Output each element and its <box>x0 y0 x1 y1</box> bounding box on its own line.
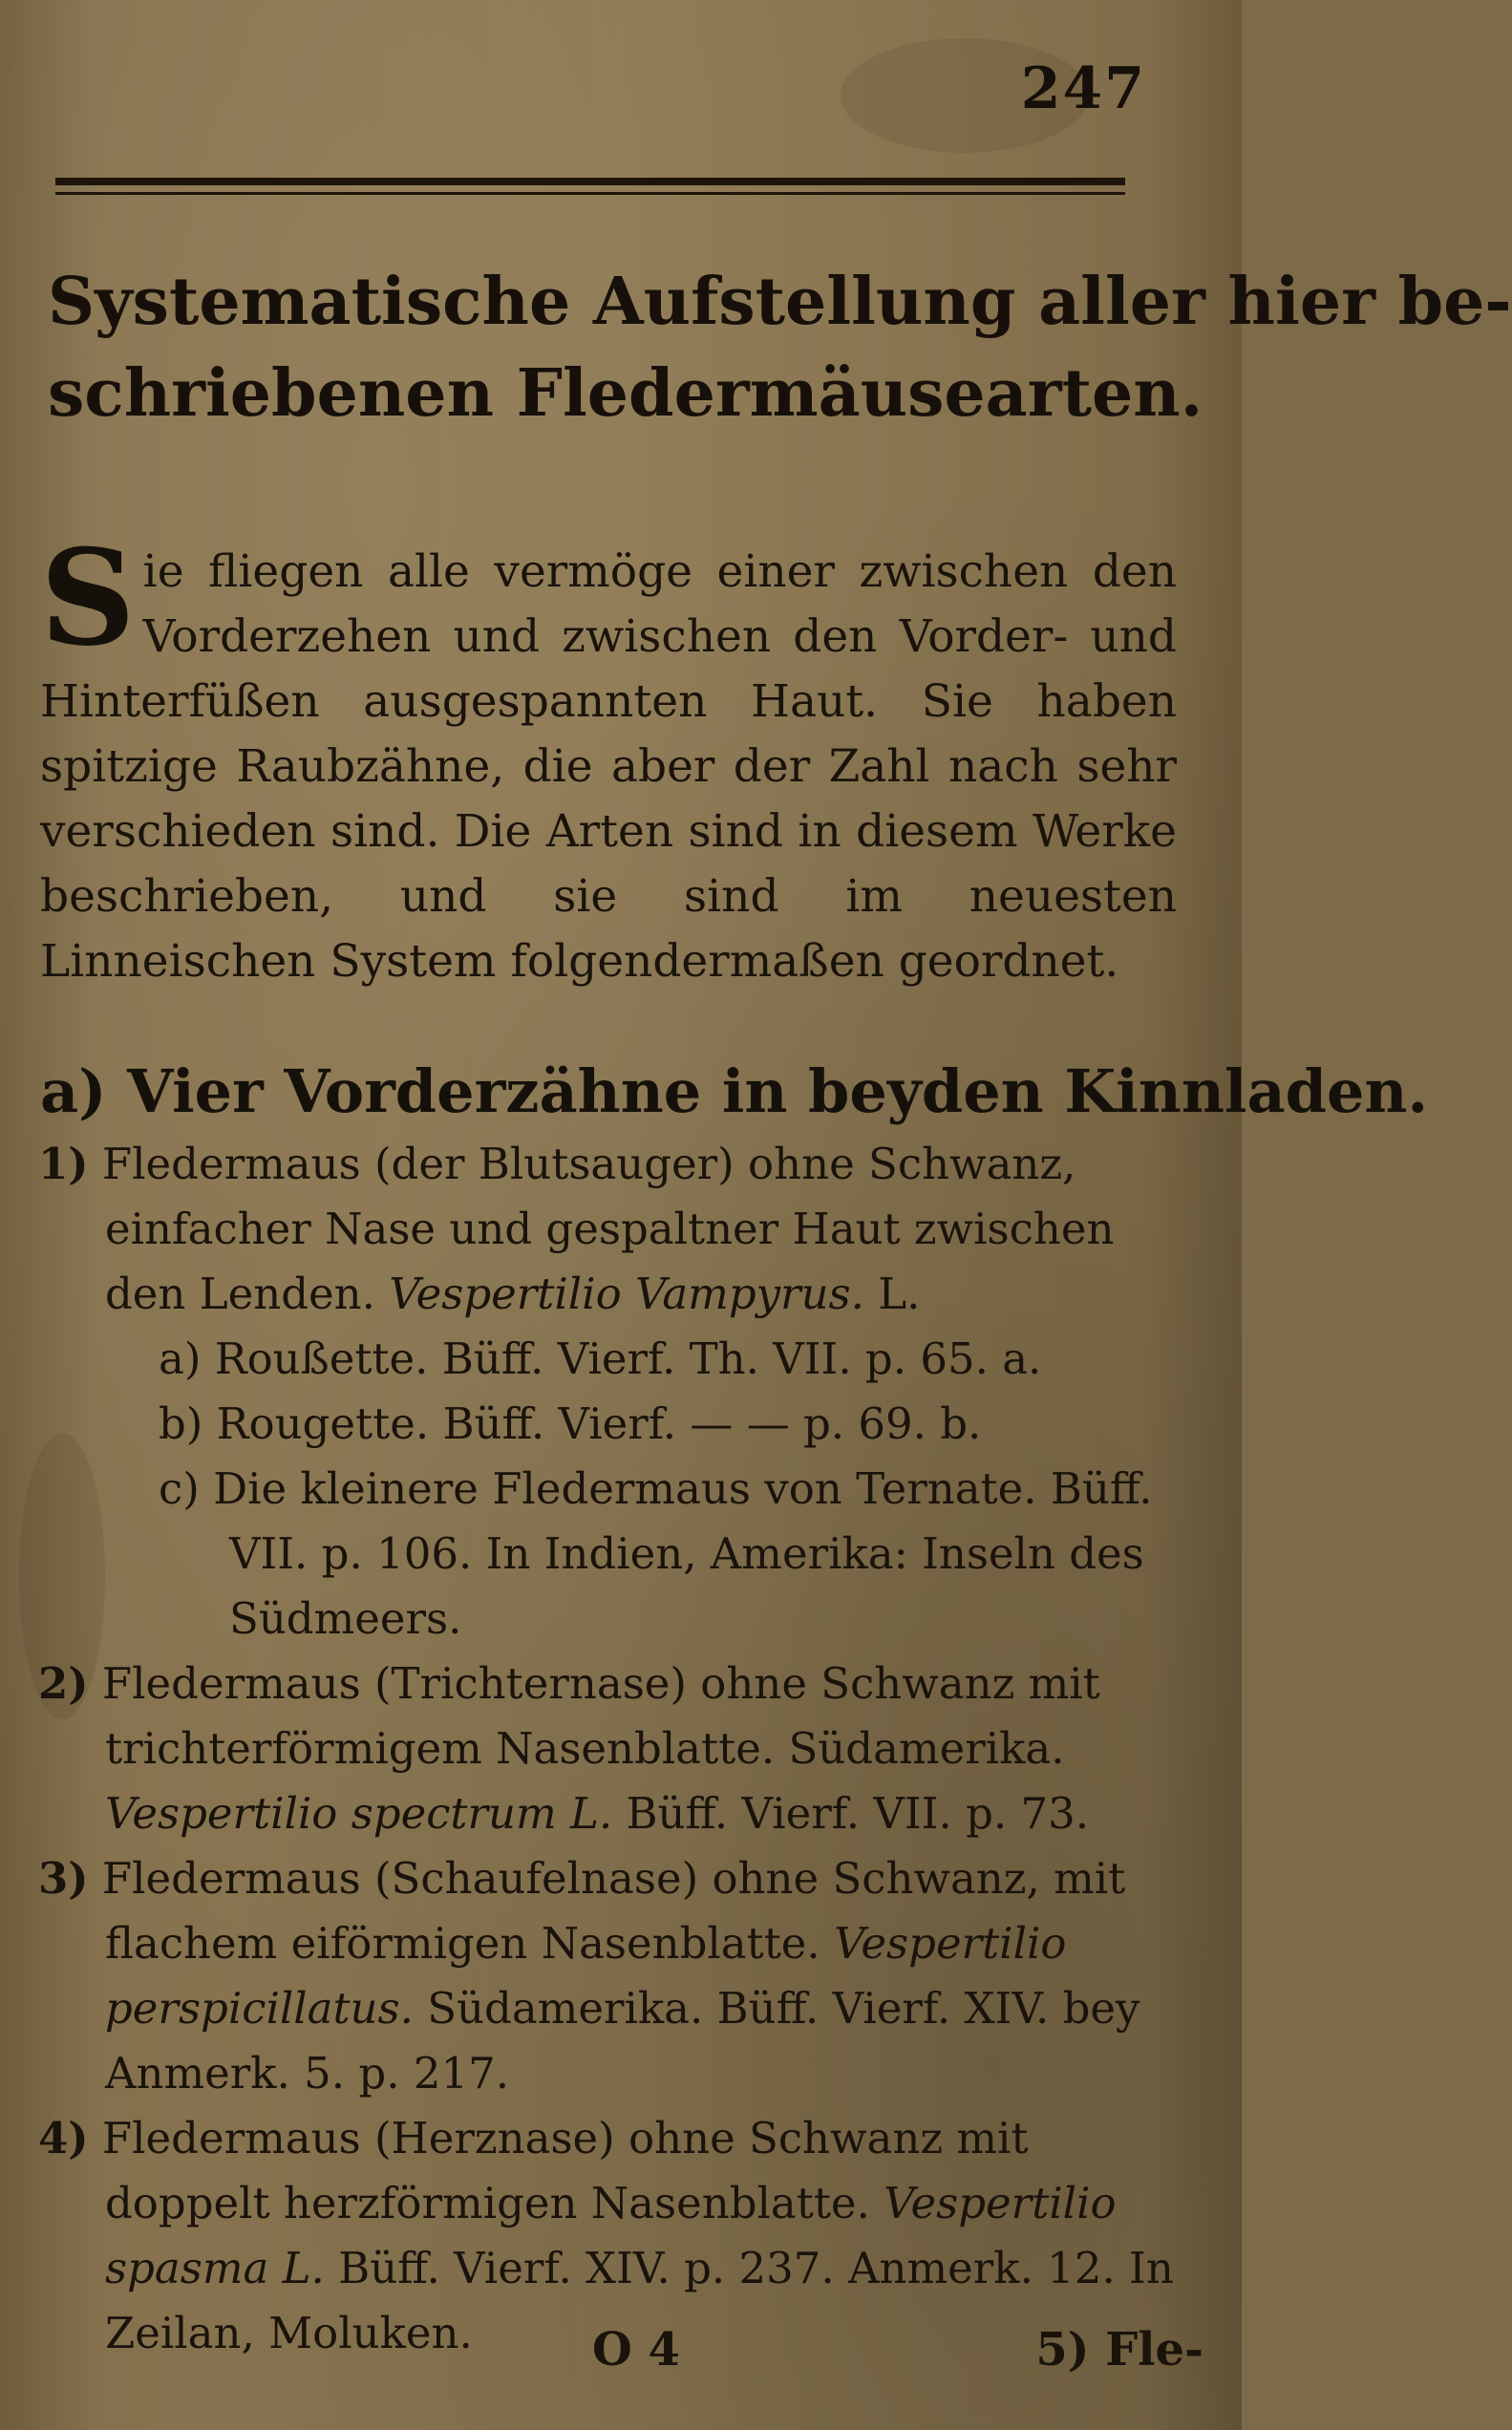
entry-reference: L. <box>878 1268 921 1319</box>
scientific-name: Vespertilio spectrum L. <box>105 1788 613 1839</box>
species-entry <box>38 1652 1184 1846</box>
heading-line-2: schriebenen Fledermäusearten. <box>48 355 1203 432</box>
entry-text: Fledermaus (Trichternase) ohne Schwanz mit trichterförmigem Nasenblatte. Südamerika. <box>101 1658 1100 1774</box>
variety-entry: b) Rougette. Büff. Vierf. — — p. 69. b. <box>159 1398 982 1449</box>
species-entry <box>38 1132 1184 1327</box>
entry-number: 2) <box>38 1658 89 1709</box>
signature-mark: O 4 <box>592 2323 680 2377</box>
variety-entry: a) Roußette. Büff. Vierf. Th. VII. p. 65. a. <box>159 1333 1042 1384</box>
entry-text: Fledermaus (der Blutsauger) ohne Schwanz, einfacher Nase und gespaltner Haut zwischen den Lenden. <box>101 1139 1115 1319</box>
page-heading <box>48 256 1512 439</box>
header-rule <box>55 178 1125 195</box>
entry-number: 1) <box>38 1139 89 1189</box>
intro-paragraph <box>40 520 1177 994</box>
entry-reference: Büff. Vierf. XIV. p. 237. Anmerk. 12. In Zeilan, Moluken. <box>105 2243 1174 2358</box>
scientific-name: Vespertilio perspicillatus. <box>105 1918 1067 2034</box>
entry-reference: Büff. Vierf. VII. p. 73. <box>626 1788 1090 1839</box>
intro-text: ie fliegen alle vermöge einer zwischen den Vorderzehen und zwischen den Vorder- und Hinterfüßen ausgespannten Haut. Sie haben spitzige Raubzähne, die aber der Zahl nach sehr verschieden sind. Die Arten sind in diesem Werke beschrieben, und sie sind im neuesten Linneischen System folgendermaßen geordnet. <box>40 545 1177 988</box>
entry-number: 3) <box>38 1853 89 1904</box>
entry-number: 4) <box>38 2113 89 2164</box>
entry-text: Fledermaus (Herznase) ohne Schwanz mit doppelt herzförmigen Nasenblatte. <box>101 2113 1029 2228</box>
page-footer <box>0 2323 1242 2399</box>
heading-line-1: Systematische Aufstellung aller hier be- <box>48 264 1512 340</box>
entry-reference: Südamerika. Büff. Vierf. XIV. bey Anmerk. 5. p. 217. <box>105 1983 1140 2099</box>
drop-cap: S <box>40 520 136 675</box>
scientific-name: Vespertilio spasma L. <box>105 2178 1117 2293</box>
section-title: a) Vier Vorderzähne in beyden Kinnladen. <box>40 1056 1429 1126</box>
catchword: 5) Fle- <box>1035 2323 1203 2377</box>
scientific-name: Vespertilio Vampyrus. <box>389 1268 864 1319</box>
species-entry <box>38 1846 1184 2106</box>
page-number: 247 <box>1020 55 1146 122</box>
species-list <box>38 1132 1184 2366</box>
variety-entry: c) Die kleinere Fledermaus von Ternate. Büff. VII. p. 106. In Indien, Amerika: Inseln des Südmeers. <box>159 1463 1153 1644</box>
entry-text: Fledermaus (Schaufelnase) ohne Schwanz, mit flachem eiförmigen Nasenblatte. <box>101 1853 1126 1969</box>
